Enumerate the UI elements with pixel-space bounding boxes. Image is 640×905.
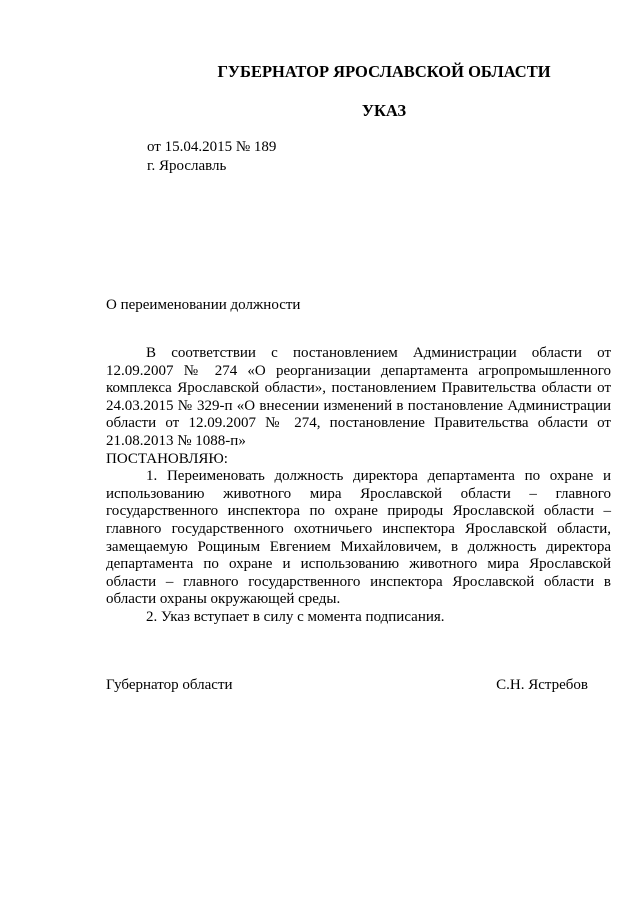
signatory-name: С.Н. Ястребов: [496, 677, 588, 693]
item-1-paragraph: 1. Переименовать должность директора департамента по охране и использованию животного мира Ярославской области – главного государственного инспектора по охране природы Ярославской области – главного государственного охотничьего инспектора Ярославской области, замещаемую Рощиным Евгением Михайловичем, в должность директора департамента по охране и использованию животного мира Ярославской области – главного государственного инспектора Ярославской области в области охраны окружающей среды.: [106, 468, 611, 608]
document-authority: ГУБЕРНАТОР ЯРОСЛАВСКОЙ ОБЛАСТИ: [217, 62, 551, 81]
resolve-heading: ПОСТАНОВЛЯЮ:: [106, 450, 228, 467]
document-subject: О переименовании должности: [106, 297, 301, 313]
date-number: от 15.04.2015 № 189: [147, 139, 277, 155]
document-body: [106, 345, 611, 627]
document-type: УКАЗ: [361, 101, 407, 120]
city: г. Ярославль: [147, 158, 227, 174]
item-2-paragraph: 2. Указ вступает в силу с момента подписания.: [146, 608, 445, 625]
preamble-paragraph: В соответствии с постановлением Администрации области от 12.09.2007 № 274 «О реорганизации департамента агропромышленного комплекса Ярославской области», постановлением Правительства области от 24.03.2015 № 329-п «О внесении изменений в постановление Администрации области от 12.09.2007 № 274, постановление Правительства области от 21.08.2013 № 1088-п»: [106, 345, 611, 449]
signature-block: [106, 677, 588, 694]
signatory-position: Губернатор области: [106, 677, 233, 693]
